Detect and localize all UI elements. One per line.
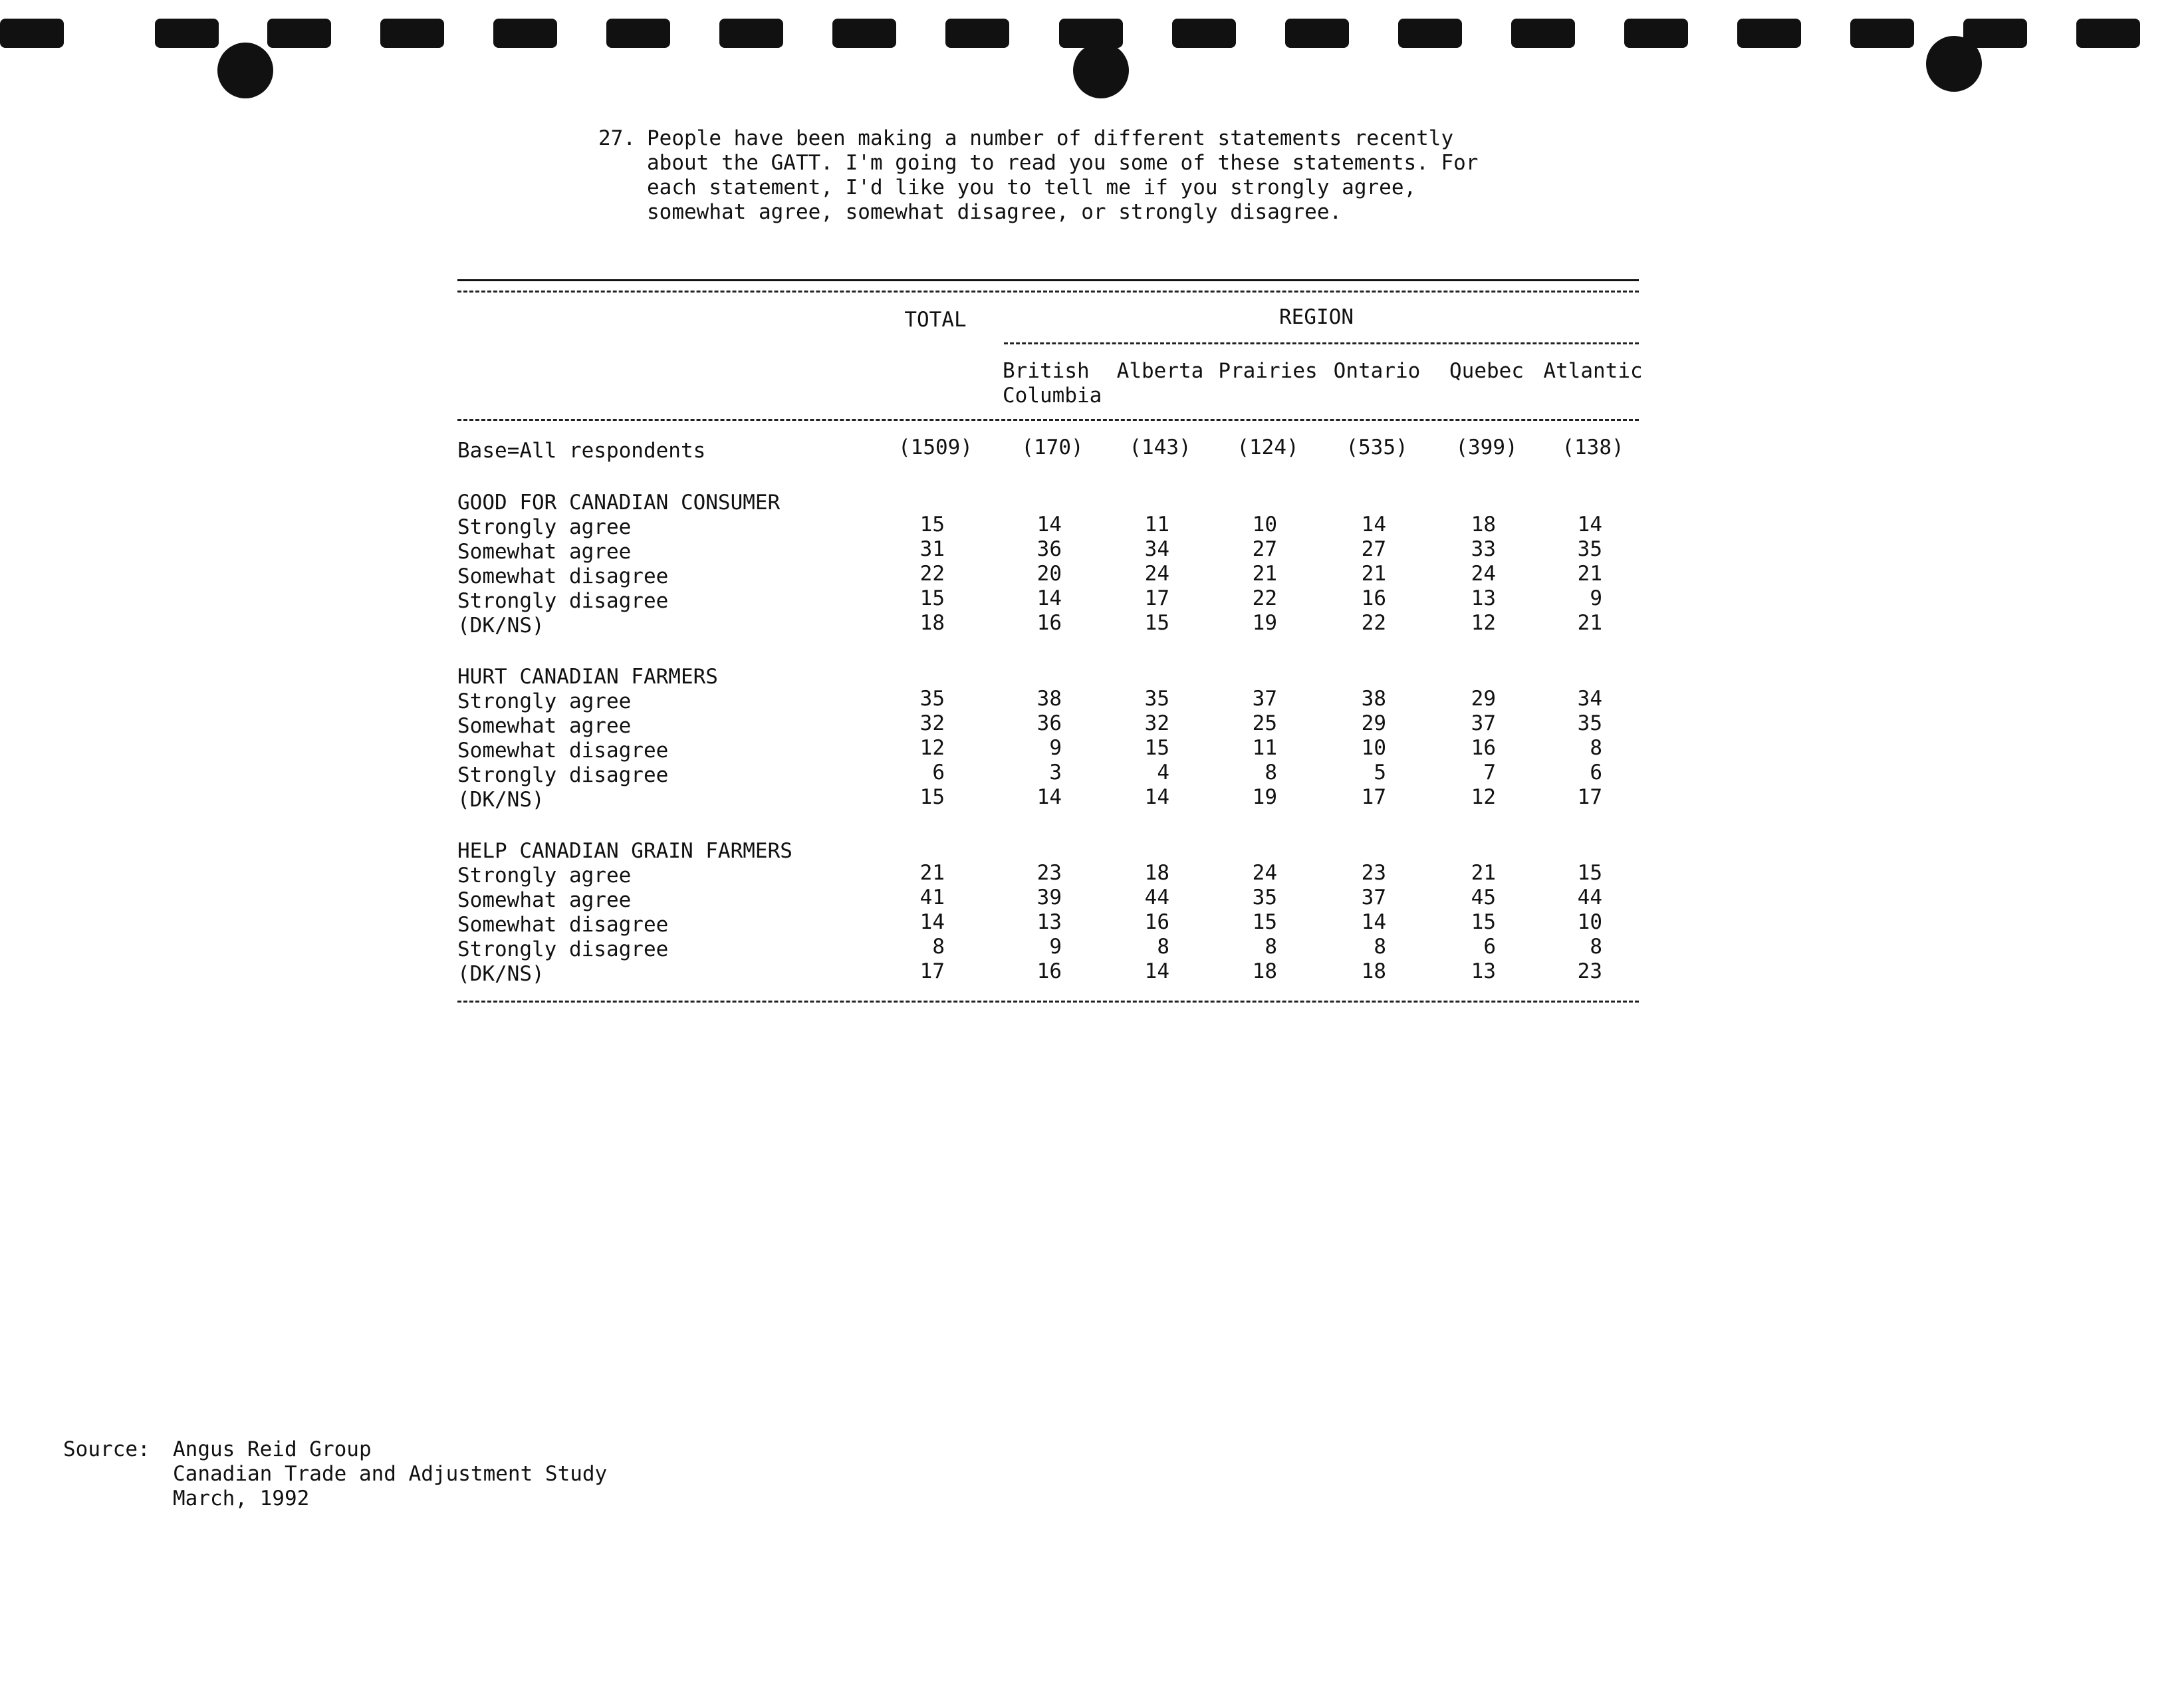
table-cell: 21 [1577, 562, 1602, 586]
table-cell: 37 [1361, 886, 1386, 909]
table-cell: 14 [1144, 785, 1169, 809]
table-cell: 37 [1471, 711, 1496, 735]
table-cell: 14 [1577, 513, 1602, 537]
table-cell: 36 [1036, 537, 1062, 561]
table-cell: 15 [1471, 910, 1496, 934]
region-column-header: Atlantic [1543, 359, 1643, 383]
table-cell: 21 [919, 861, 945, 885]
table-cell: 16 [1036, 611, 1062, 635]
table-cell: 25 [1252, 711, 1277, 735]
table-cell: 24 [1252, 861, 1277, 885]
region-divider [1004, 342, 1639, 344]
table-cell: 18 [1471, 513, 1496, 537]
perforation-dash [606, 19, 670, 48]
table-cell: 14 [1361, 910, 1386, 934]
table-cell: 41 [919, 886, 945, 909]
table-cell: 23 [1361, 861, 1386, 885]
perforation-dash [1624, 19, 1688, 48]
table-cell: 18 [1144, 861, 1169, 885]
perforation-dash [155, 19, 219, 48]
table-cell: 29 [1361, 711, 1386, 735]
table-cell: 12 [1471, 785, 1496, 809]
table-cell: 8 [1590, 736, 1602, 760]
row-label: Strongly disagree [457, 937, 669, 961]
table-top-dashed-rule [457, 291, 1639, 293]
region-column-header: British [1003, 359, 1090, 383]
table-cell: 18 [1252, 959, 1277, 983]
table-cell: 4 [1157, 761, 1169, 784]
table-cell: 15 [919, 785, 945, 809]
table-cell: 21 [1471, 861, 1496, 885]
perforation-dash [1737, 19, 1801, 48]
perforation-dash [945, 19, 1009, 48]
table-cell: 8 [1590, 935, 1602, 959]
table-cell: 34 [1577, 687, 1602, 711]
perforation-dash [0, 19, 64, 48]
header-bottom-rule [457, 419, 1639, 421]
region-column-header: Columbia [1003, 384, 1102, 408]
table-cell: 32 [919, 711, 945, 735]
table-cell: 18 [1361, 959, 1386, 983]
table-cell: 21 [1577, 611, 1602, 635]
table-cell: 35 [1577, 537, 1602, 561]
table-bottom-rule [457, 1001, 1639, 1003]
table-cell: 3 [1049, 761, 1062, 784]
table-cell: 13 [1036, 910, 1062, 934]
table-cell: 14 [1144, 959, 1169, 983]
table-cell: 44 [1144, 886, 1169, 909]
row-label: (DK/NS) [457, 962, 545, 986]
question-line: People have been making a number of different statements recently [647, 126, 1454, 150]
table-cell: 6 [1590, 761, 1602, 784]
table-cell: 17 [919, 959, 945, 983]
perforation-dash [719, 19, 783, 48]
table-cell: 16 [1361, 586, 1386, 610]
table-cell: 11 [1144, 513, 1169, 537]
table-cell: 21 [1252, 562, 1277, 586]
row-label: Somewhat disagree [457, 739, 669, 763]
table-cell: 20 [1036, 562, 1062, 586]
table-cell: 9 [1049, 935, 1062, 959]
row-label: Strongly agree [457, 515, 632, 539]
table-cell: 8 [1374, 935, 1386, 959]
base-count: (124) [1237, 435, 1299, 459]
table-cell: 38 [1036, 687, 1062, 711]
table-cell: 8 [932, 935, 945, 959]
table-cell: 15 [919, 586, 945, 610]
table-cell: 32 [1144, 711, 1169, 735]
table-cell: 5 [1374, 761, 1386, 784]
perforation-dash [267, 19, 331, 48]
row-label: Somewhat disagree [457, 564, 669, 588]
table-cell: 16 [1471, 736, 1496, 760]
table-cell: 35 [1144, 687, 1169, 711]
row-label: (DK/NS) [457, 614, 545, 638]
punch-hole-left [217, 43, 273, 98]
row-label: Strongly disagree [457, 763, 669, 787]
table-cell: 39 [1036, 886, 1062, 909]
question-number: 27. [598, 126, 636, 150]
perforation-dash [380, 19, 444, 48]
table-cell: 9 [1049, 736, 1062, 760]
table-cell: 9 [1590, 586, 1602, 610]
base-count: (1509) [898, 435, 973, 459]
table-cell: 33 [1471, 537, 1496, 561]
question-line: somewhat agree, somewhat disagree, or strongly disagree. [647, 200, 1342, 224]
table-cell: 12 [919, 736, 945, 760]
row-label: Strongly agree [457, 864, 632, 888]
table-cell: 10 [1252, 513, 1277, 537]
table-cell: 35 [1577, 711, 1602, 735]
table-cell: 44 [1577, 886, 1602, 909]
table-cell: 8 [1157, 935, 1169, 959]
base-count: (138) [1562, 435, 1624, 459]
perforation-dash [1285, 19, 1349, 48]
base-count: (170) [1021, 435, 1084, 459]
region-column-header: Ontario [1333, 359, 1421, 383]
row-label: (DK/NS) [457, 788, 545, 812]
table-cell: 10 [1577, 910, 1602, 934]
base-label: Base=All respondents [457, 439, 706, 463]
table-cell: 22 [1361, 611, 1386, 635]
table-cell: 8 [1265, 935, 1277, 959]
table-cell: 14 [1036, 785, 1062, 809]
table-cell: 35 [919, 687, 945, 711]
table-cell: 24 [1144, 562, 1169, 586]
row-label: Strongly agree [457, 689, 632, 713]
row-label: Strongly disagree [457, 589, 669, 613]
region-column-header: Quebec [1449, 359, 1524, 383]
table-cell: 17 [1361, 785, 1386, 809]
perforation-dash [493, 19, 557, 48]
region-column-header: Alberta [1116, 359, 1204, 383]
table-cell: 15 [1144, 736, 1169, 760]
row-label: Somewhat agree [457, 714, 632, 738]
table-cell: 17 [1144, 586, 1169, 610]
table-cell: 15 [1577, 861, 1602, 885]
perforation-dash [2076, 19, 2140, 48]
perforation-dash [1511, 19, 1575, 48]
source-line: Angus Reid Group [173, 1437, 372, 1461]
punch-hole-center [1073, 43, 1129, 98]
perforation-dash [832, 19, 896, 48]
region-header: REGION [1279, 305, 1354, 329]
table-cell: 15 [1144, 611, 1169, 635]
source-line: Canadian Trade and Adjustment Study [173, 1462, 608, 1486]
table-cell: 18 [919, 611, 945, 635]
section-title: HURT CANADIAN FARMERS [457, 665, 718, 689]
table-cell: 29 [1471, 687, 1496, 711]
perforation-dash [1850, 19, 1914, 48]
base-count: (535) [1346, 435, 1408, 459]
table-cell: 34 [1144, 537, 1169, 561]
table-cell: 14 [1036, 586, 1062, 610]
source-line: March, 1992 [173, 1487, 310, 1510]
table-cell: 27 [1252, 537, 1277, 561]
table-cell: 31 [919, 537, 945, 561]
base-count: (143) [1129, 435, 1191, 459]
table-cell: 13 [1471, 959, 1496, 983]
table-cell: 16 [1036, 959, 1062, 983]
perforation-dash [1059, 19, 1123, 48]
base-count: (399) [1455, 435, 1518, 459]
section-title: HELP CANADIAN GRAIN FARMERS [457, 839, 792, 863]
question-line: about the GATT. I'm going to read you some of these statements. For [647, 151, 1479, 175]
section-title: GOOD FOR CANADIAN CONSUMER [457, 491, 781, 515]
table-cell: 15 [1252, 910, 1277, 934]
table-cell: 7 [1483, 761, 1496, 784]
table-cell: 15 [919, 513, 945, 537]
table-cell: 11 [1252, 736, 1277, 760]
table-cell: 27 [1361, 537, 1386, 561]
table-top-rule [457, 279, 1639, 281]
row-label: Somewhat agree [457, 540, 632, 564]
table-cell: 14 [1361, 513, 1386, 537]
table-cell: 17 [1577, 785, 1602, 809]
table-cell: 8 [1265, 761, 1277, 784]
table-cell: 24 [1471, 562, 1496, 586]
row-label: Somewhat agree [457, 888, 632, 912]
total-header: TOTAL [904, 308, 967, 332]
table-cell: 45 [1471, 886, 1496, 909]
source-label: Source: [63, 1437, 150, 1461]
table-cell: 38 [1361, 687, 1386, 711]
table-cell: 37 [1252, 687, 1277, 711]
table-cell: 23 [1577, 959, 1602, 983]
table-cell: 16 [1144, 910, 1169, 934]
perforation-dash [1172, 19, 1236, 48]
table-cell: 6 [1483, 935, 1496, 959]
table-cell: 36 [1036, 711, 1062, 735]
table-cell: 14 [919, 910, 945, 934]
table-cell: 12 [1471, 611, 1496, 635]
table-cell: 19 [1252, 785, 1277, 809]
table-cell: 22 [919, 562, 945, 586]
region-column-header: Prairies [1218, 359, 1318, 383]
punch-hole-right [1926, 36, 1982, 92]
question-line: each statement, I'd like you to tell me if you strongly agree, [647, 176, 1417, 199]
table-cell: 10 [1361, 736, 1386, 760]
table-cell: 23 [1036, 861, 1062, 885]
table-cell: 13 [1471, 586, 1496, 610]
table-cell: 21 [1361, 562, 1386, 586]
table-cell: 6 [932, 761, 945, 784]
table-cell: 14 [1036, 513, 1062, 537]
perforation-dash [1398, 19, 1462, 48]
row-label: Somewhat disagree [457, 913, 669, 937]
table-cell: 19 [1252, 611, 1277, 635]
table-cell: 22 [1252, 586, 1277, 610]
table-cell: 35 [1252, 886, 1277, 909]
